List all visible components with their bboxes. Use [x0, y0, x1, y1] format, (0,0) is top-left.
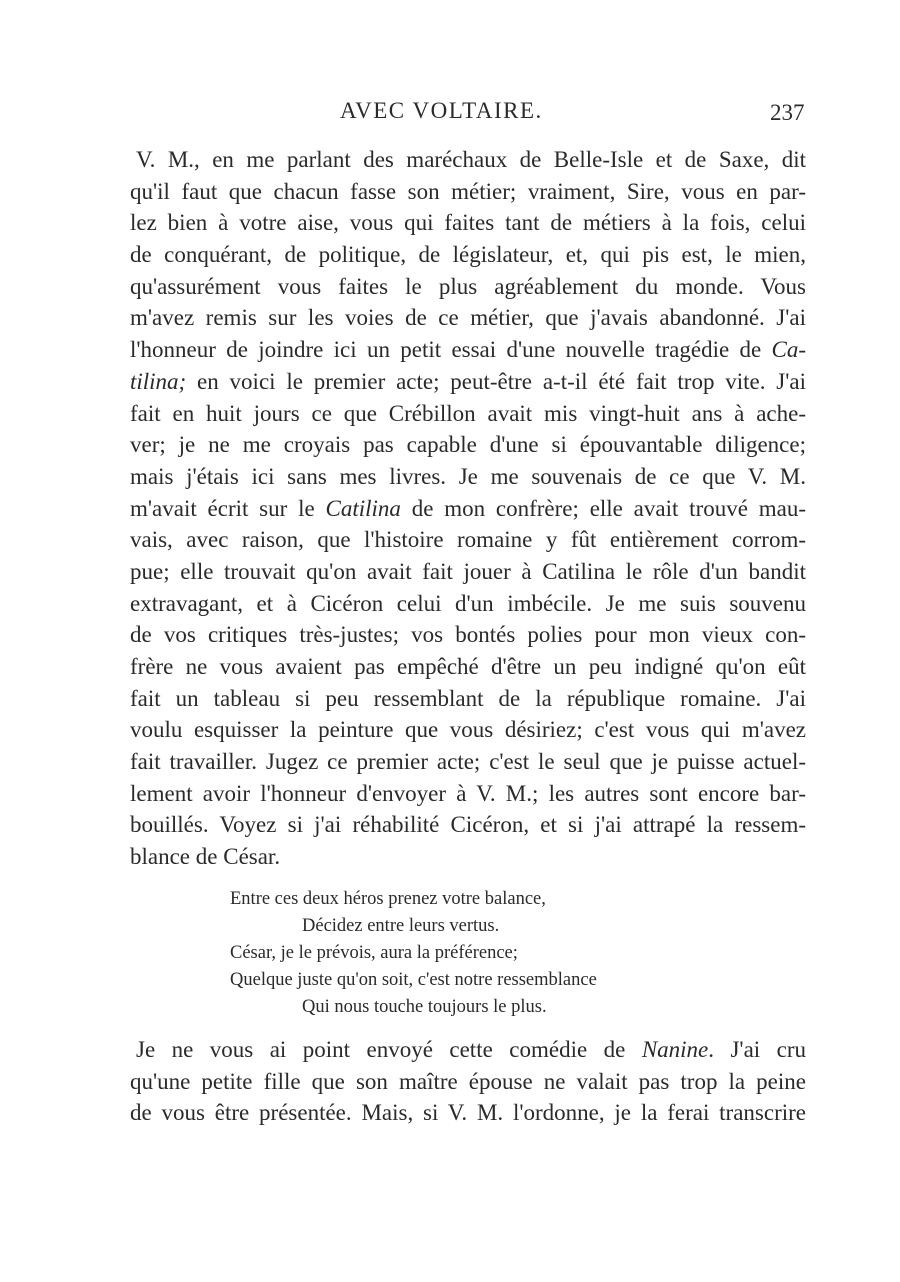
text-run: de mon confrère; elle avait trouvé mau- [400, 495, 806, 521]
text-run: l'honneur de joindre ici un petit essai d'une nouvelle tragédie de [130, 337, 772, 363]
letter-paragraph-1 [130, 144, 806, 873]
text-line: pue; elle trouvait qu'on avait fait jouer à Catilina le rôle d'un bandit [130, 558, 806, 584]
text-line: V. M., en me parlant des maréchaux de Belle-Isle et de Saxe, dit [136, 147, 806, 172]
text-line: extravagant, et à Cicéron celui d'un imbécile. Je me suis souvenu [130, 590, 806, 616]
verse-line: Qui nous touche toujours le plus. [302, 997, 547, 1017]
letter-paragraph-2 [130, 1034, 806, 1129]
text-line [130, 493, 806, 525]
text-line: de conquérant, de politique, de législateur, et, qui pis est, le mien, [130, 242, 806, 268]
text-line: qu'assurément vous faites le plus agréablement du monde. Vous [130, 273, 806, 299]
text-line: lement avoir l'honneur d'envoyer à V. M.; les autres sont encore bar- [130, 780, 806, 806]
text-line: qu'il faut que chacun fasse son métier; vraiment, Sire, vous en par- [130, 178, 806, 204]
verse-line: Entre ces deux héros prenez votre balance, [230, 889, 546, 909]
text-line: mais j'étais ici sans mes livres. Je me souvenais de ce que V. M. [130, 463, 806, 489]
italic-title-catilina-part: tilina; [130, 368, 187, 394]
text-run: en voici le premier acte; peut-être a-t-il été fait trop vite. J'ai [186, 368, 806, 394]
text-line: m'avez remis sur les voies de ce métier, que j'avais abandonné. J'ai [130, 305, 806, 331]
text-run: m'avait écrit sur le [130, 495, 326, 521]
text-line: voulu esquisser la peinture que vous désiriez; c'est vous qui m'avez [130, 717, 806, 743]
italic-title-catilina-part: Ca- [771, 337, 806, 363]
text-line: ver; je ne me croyais pas capable d'une si épouvantable diligence; [130, 432, 806, 458]
text-line: fait un tableau si peu ressemblant de la république romaine. J'ai [130, 685, 806, 711]
verse-quotation [230, 886, 700, 1021]
italic-title-catilina: Catilina [325, 495, 401, 521]
text-line [130, 366, 806, 398]
text-line: de vous être présentée. Mais, si V. M. l'ordonne, je la ferai transcrire [130, 1100, 806, 1126]
italic-title-nanine: Nanine [641, 1037, 709, 1062]
text-line: fait travailler. Jugez ce premier acte; c'est le seul que je puisse actuel- [130, 749, 806, 775]
text-line: vais, avec raison, que l'histoire romaine y fût entièrement corrom- [130, 527, 806, 553]
text-line: lez bien à votre aise, vous qui faites tant de métiers à la fois, celui [130, 210, 806, 236]
text-run: Je ne vous ai point envoyé cette comédie de [136, 1037, 642, 1062]
verse-line: Décidez entre leurs vertus. [302, 916, 500, 936]
text-line: fait en huit jours ce que Crébillon avait mis vingt-huit ans à ache- [130, 400, 806, 426]
verse-line: Quelque juste qu'on soit, c'est notre ressemblance [230, 970, 597, 990]
text-line [130, 1034, 806, 1066]
page-number: 237 [770, 100, 805, 125]
text-line: bouillés. Voyez si j'ai réhabilité Cicéron, et si j'ai attrapé la ressem- [130, 812, 806, 838]
running-head [0, 98, 900, 132]
running-title: AVEC VOLTAIRE. [340, 98, 543, 123]
text-line: blance de César. [130, 844, 281, 870]
text-line: frère ne vous avaient pas empêché d'être un peu indigné qu'on eût [130, 654, 806, 679]
text-line: de vos critiques très-justes; vos bontés polies pour mon vieux con- [130, 622, 806, 648]
text-line: qu'une petite fille que son maître épouse ne valait pas trop la peine [130, 1068, 806, 1094]
text-run: . J'ai cru [708, 1037, 807, 1062]
text-line [130, 334, 806, 366]
verse-line: César, je le prévois, aura la préférence; [230, 943, 518, 963]
